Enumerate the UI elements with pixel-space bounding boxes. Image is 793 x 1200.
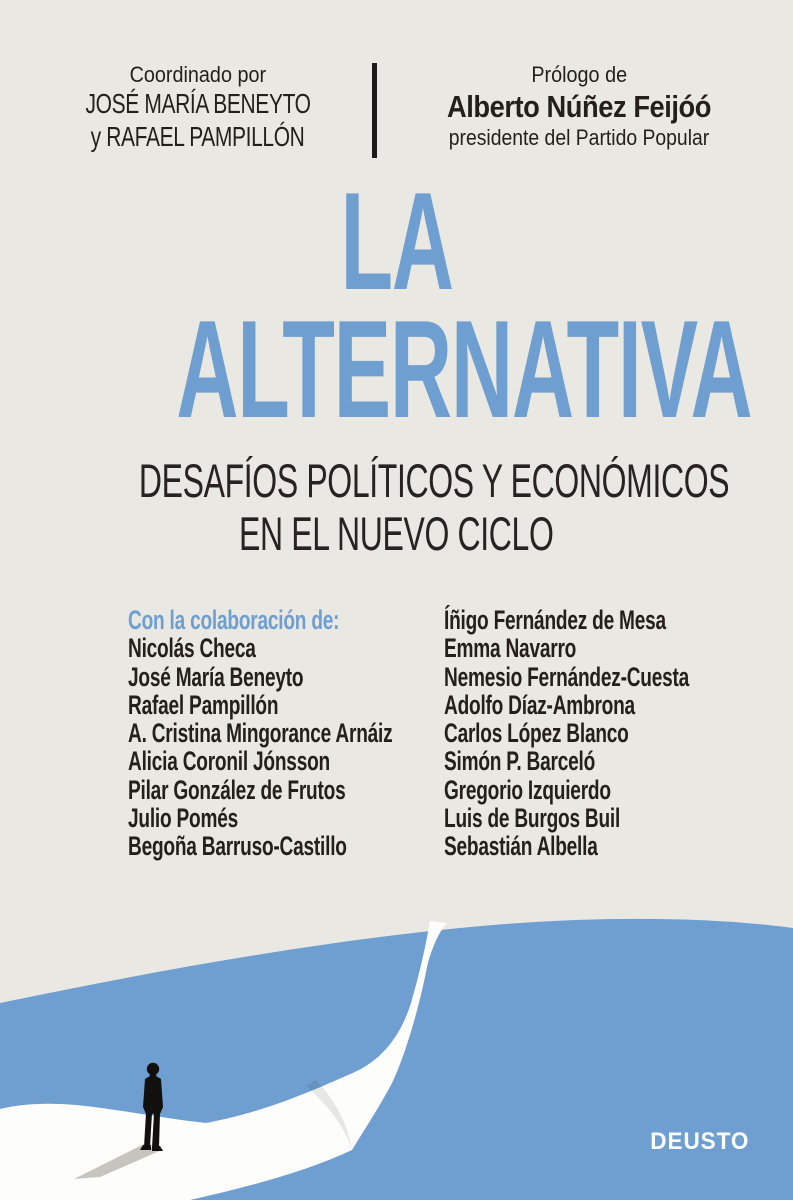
contributor-name: Rafael Pampillón [128, 689, 279, 720]
contributor-name: José María Beneyto [128, 661, 304, 692]
publisher-logo [645, 1128, 755, 1156]
header-divider [372, 63, 377, 158]
contributor-name: Luis de Burgos Buil [444, 803, 621, 834]
subtitle-line-1: DESAFÍOS POLÍTICOS Y ECONÓMICOS [138, 454, 730, 507]
publisher-name: DEUSTO [650, 1128, 750, 1155]
subtitle-line-2: EN EL NUEVO CICLO [239, 507, 554, 560]
contributor-name: Íñigo Fernández de Mesa [444, 605, 666, 635]
prologue-author-role: presidente del Partido Popular [448, 125, 710, 150]
book-title [0, 164, 793, 447]
prologue-block [404, 62, 754, 151]
title-line-2: ALTERNATIVA [176, 292, 752, 447]
contributor-name: Sebastián Albella [444, 831, 598, 862]
contributor-name: Emma Navarro [444, 633, 577, 664]
coordinated-by-label: Coordinado por [129, 62, 267, 87]
contributor-name: Adolfo Díaz-Ambrona [444, 689, 635, 720]
contributors-right-column [444, 606, 774, 861]
title-line-1: LA [340, 164, 453, 319]
contributor-name: A. Cristina Mingorance Arnáiz [128, 718, 393, 749]
contributor-name: Carlos López Blanco [444, 718, 629, 749]
contributors-heading: Con la colaboración de: [128, 605, 340, 635]
contributor-name: Begoña Barruso-Castillo [128, 831, 347, 862]
contributor-name: Simón P. Barceló [444, 746, 596, 777]
contributor-name: Pilar González de Frutos [128, 774, 346, 805]
prologue-author: Alberto Núñez Feijóó [447, 89, 711, 124]
prologue-label: Prólogo de [531, 62, 627, 87]
coordinator-name-2: y RAFAEL PAMPILLÓN [91, 120, 305, 152]
coordinators-block [28, 62, 368, 153]
contributor-name: Julio Pomés [128, 803, 239, 834]
contributor-name: Alicia Coronil Jónsson [128, 746, 330, 777]
contributor-name: Nicolás Checa [128, 633, 256, 664]
book-subtitle [0, 454, 793, 560]
contributor-name: Nemesio Fernández-Cuesta [444, 661, 690, 692]
contributor-name: Gregorio Izquierdo [444, 774, 611, 805]
coordinator-name-1: JOSÉ MARÍA BENEYTO [85, 88, 311, 119]
contributors-left-column [128, 606, 438, 861]
